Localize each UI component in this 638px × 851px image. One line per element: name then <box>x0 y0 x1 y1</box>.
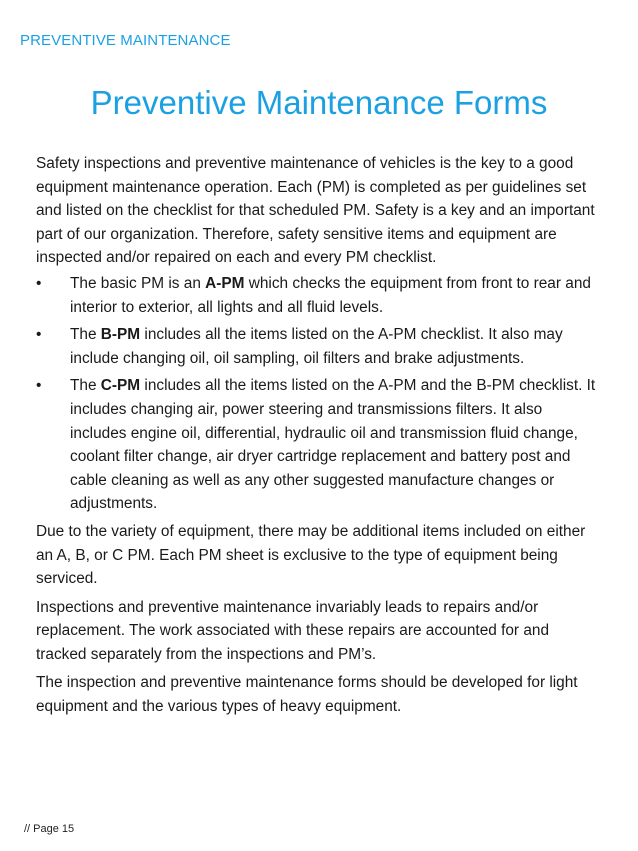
forms-paragraph: The inspection and preventive maintenance forms should be developed for light equipment and the various types of heavy equipment. <box>36 674 578 716</box>
section-header: PREVENTIVE MAINTENANCE <box>20 32 231 49</box>
document-body <box>36 152 602 724</box>
repairs-paragraph: Inspections and preventive maintenance invariably leads to repairs and/or replacement. The work associated with these repairs are accounted for and tracked separately from the inspections and PM’s. <box>36 598 550 663</box>
list-item: • The B-PM includes all the items listed on the A-PM checklist. It also may include changing oil, oil sampling, oil filters and brake adjustments. <box>36 323 602 370</box>
list-item: • The C-PM includes all the items listed on the A-PM and the B-PM checklist. It includes changing air, power steering and transmissions filters. It also includes engine oil, differential, hydraulic oil and transmission fluid change, coolant filter change, air dryer cartridge replacement and battery post and cable cleaning as well as any other suggested manufacture changes or adjustments. <box>36 374 602 516</box>
page-title: Preventive Maintenance Forms <box>90 84 548 121</box>
variety-paragraph: Due to the variety of equipment, there may be additional items included on either an A, B, or C PM. Each PM sheet is exclusive to the type of equipment being serviced. <box>36 522 586 588</box>
pm-type-label: C-PM <box>100 377 141 395</box>
pm-type-label: B-PM <box>100 326 141 344</box>
page-number: // Page 15 <box>24 823 75 835</box>
bullet-marker: • <box>36 274 42 292</box>
intro-paragraph: Safety inspections and preventive maintenance of vehicles is the key to a good equipment maintenance operation. Each (PM) is completed as per guidelines set and listed on the checklist for that scheduled PM. Safety is a key and an important part of our organization. Therefore, safety sensitive items and equipment are inspected and/or repaired on each and every PM checklist. <box>36 155 595 267</box>
bullet-marker: • <box>36 326 42 344</box>
pm-type-list <box>36 272 602 516</box>
bullet-marker: • <box>36 377 42 395</box>
pm-type-label: A-PM <box>205 274 245 292</box>
list-item: • The basic PM is an A-PM which checks the equipment from front to rear and interior to exterior, all lights and all fluid levels. <box>36 272 602 319</box>
